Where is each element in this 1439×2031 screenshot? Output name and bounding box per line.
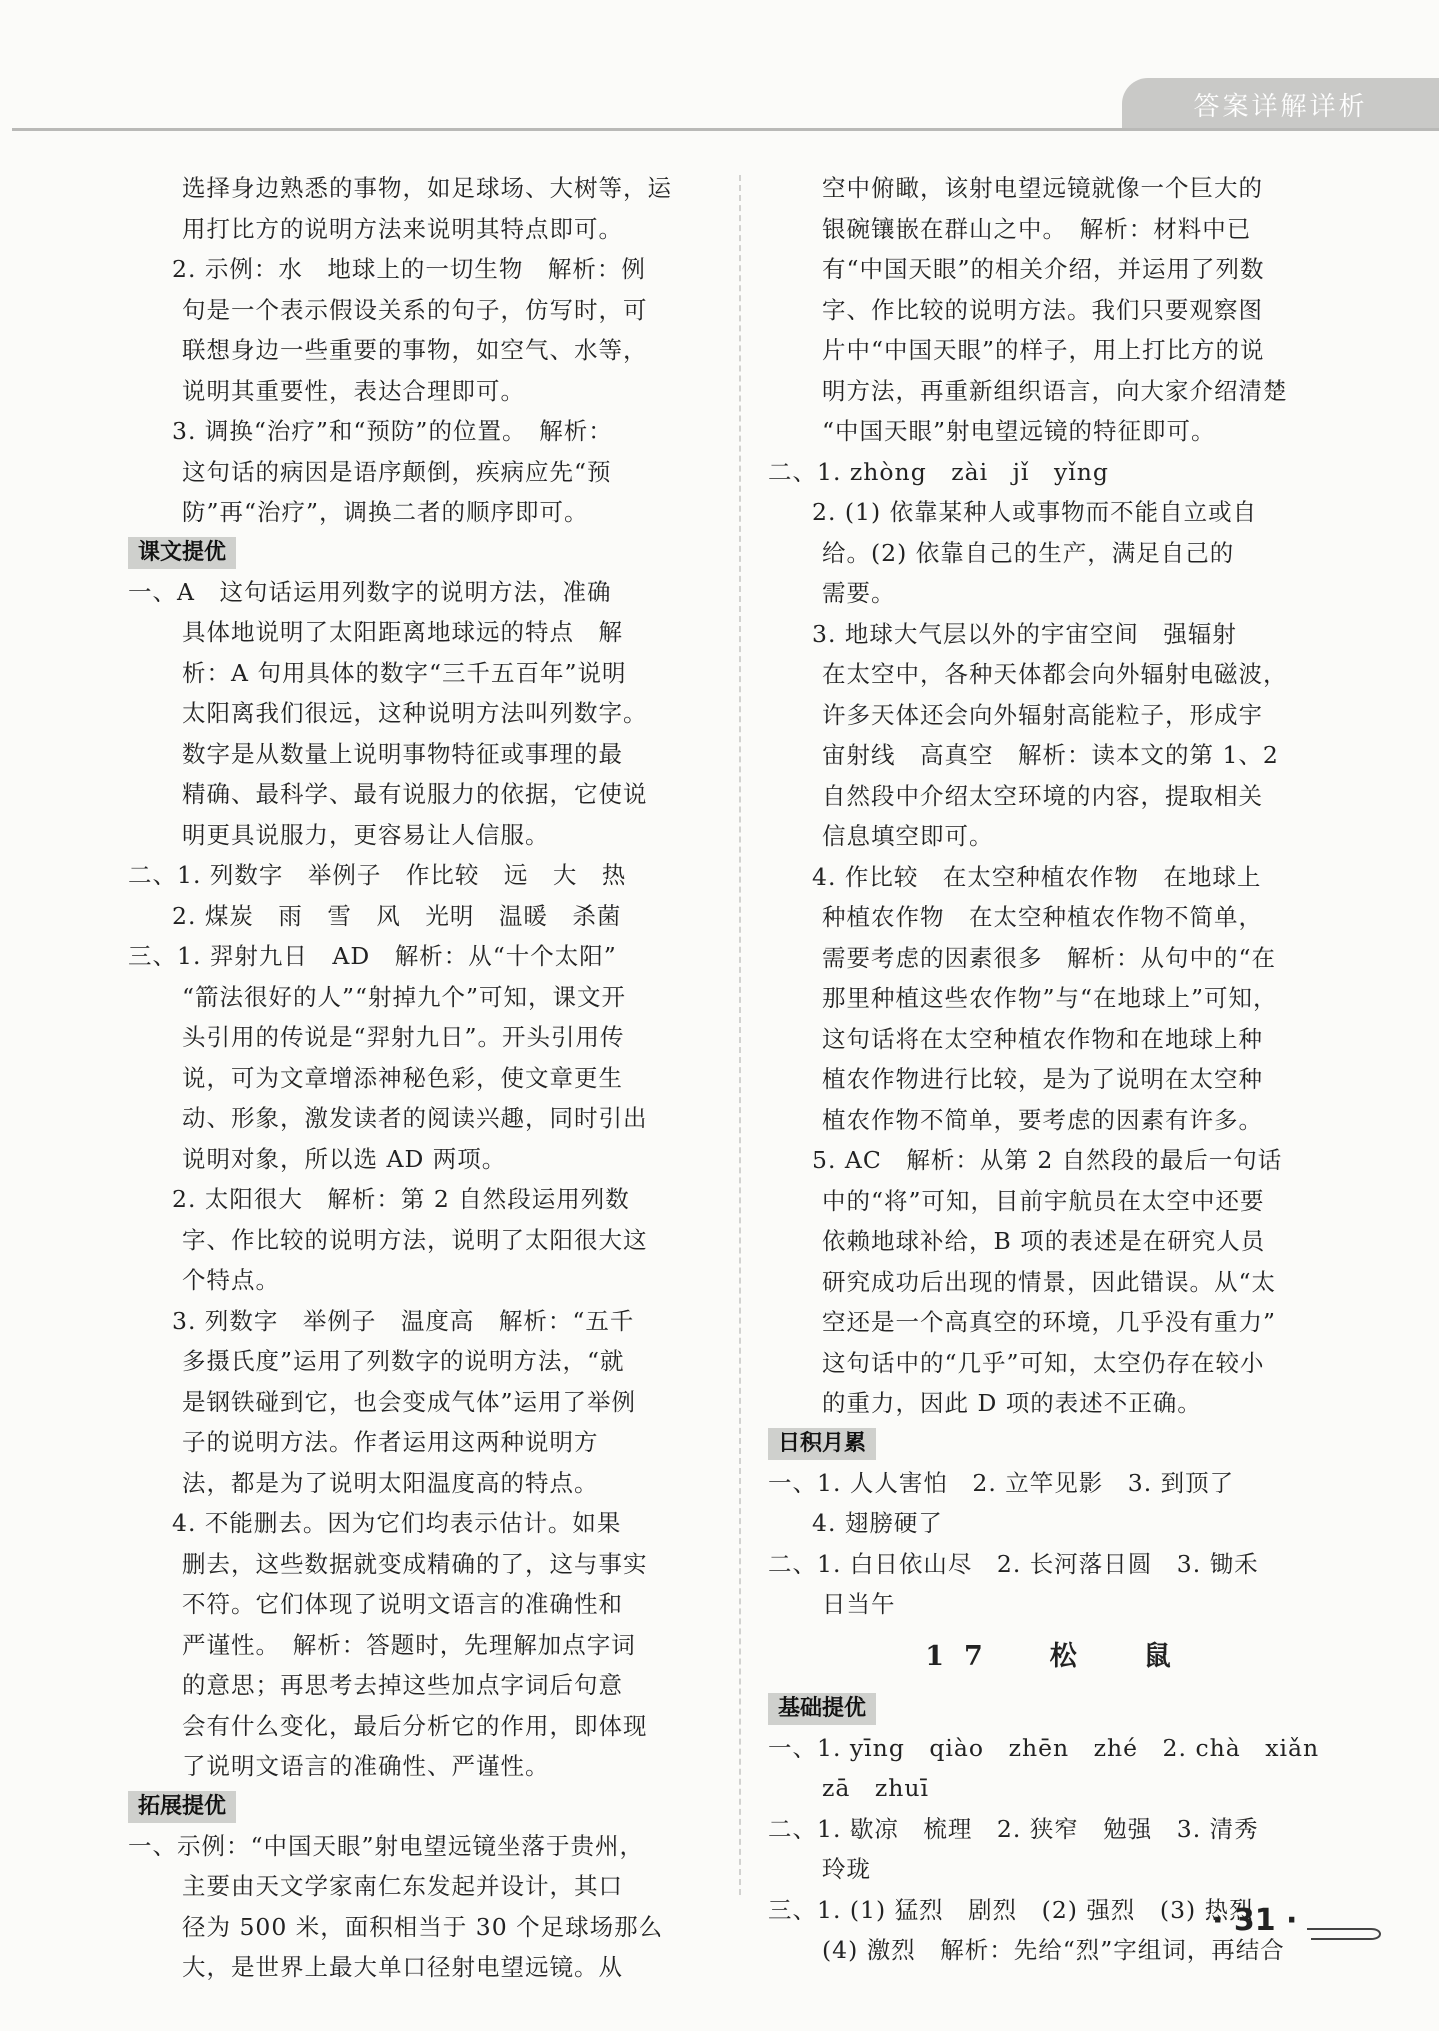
text-line: 二、1. zhòng zài jǐ yǐng (768, 457, 1109, 486)
text-line: 中的“将”可知，目前宇航员在太空中还要 (822, 1186, 1265, 1215)
text-line: (4) 激烈 解析：先给“烈”字组词，再结合 (822, 1936, 1285, 1964)
text-line: 玲珑 (822, 1855, 871, 1883)
text-line: 一、1. 人人害怕 2. 立竿见影 3. 到顶了 (768, 1468, 1235, 1497)
text-line: 径为 500 米，面积相当于 30 个足球场那么 (182, 1912, 664, 1941)
text-line: 多摄氏度”运用了列数字的说明方法，“就 (182, 1347, 625, 1375)
text-line: 是钢铁碰到它，也会变成气体”运用了举例 (182, 1387, 637, 1416)
text-line: 主要由天文学家南仁东发起并设计，其口 (182, 1872, 623, 1900)
header-rule (12, 128, 1439, 131)
text-line: 大，是世界上最大单口径射电望远镜。从 (182, 1953, 623, 1981)
text-line: 二、1. 白日依山尽 2. 长河落日圆 3. 锄禾 (768, 1549, 1259, 1578)
section-header: 基础提优 (768, 1693, 876, 1725)
text-line: 2. 示例：水 地球上的一切生物 解析：例 (172, 255, 646, 283)
text-line: 片中“中国天眼”的样子，用上打比方的说 (822, 336, 1265, 364)
text-line: 4. 不能删去。因为它们均表示估计。如果 (172, 1509, 622, 1537)
text-line: 许多天体还会向外辐射高能粒子，形成宇 (822, 700, 1263, 729)
page-number: · 31 · (1212, 1903, 1298, 1938)
text-line: 字、作比较的说明方法，说明了太阳很大这 (182, 1225, 648, 1254)
text-line: 具体地说明了太阳距离地球远的特点 解 (182, 618, 623, 646)
text-line: 需要考虑的因素很多 解析：从句中的“在 (822, 943, 1277, 972)
text-line: 一、A 这句话运用列数字的说明方法，准确 (128, 577, 612, 606)
text-line: 有“中国天眼”的相关介绍，并运用了列数 (822, 255, 1265, 283)
text-line: 在太空中，各种天体都会向外辐射电磁波， (822, 660, 1288, 688)
text-line: 植农作物不简单，要考虑的因素有许多。 (822, 1105, 1263, 1134)
text-line: 了说明文语言的准确性、严谨性。 (182, 1752, 550, 1780)
section-header-row (128, 533, 710, 572)
text-line: 一、1. yīng qiào zhēn zhé 2. chà xiǎn (768, 1733, 1320, 1762)
text-line: 3. 列数字 举例子 温度高 解析：“五千 (172, 1306, 635, 1335)
section-header: 课文提优 (128, 537, 236, 569)
section-header: 日积月累 (768, 1428, 876, 1460)
text-line: 法，都是为了说明太阳温度高的特点。 (182, 1468, 599, 1497)
text-line: 三、1. 羿射九日 AD 解析：从“十个太阳” (128, 942, 617, 970)
text-line: 动、形象，激发读者的阅读兴趣，同时引出 (182, 1104, 648, 1132)
text-line: 说明对象，所以选 AD 两项。 (182, 1144, 507, 1173)
text-line: 明方法，再重新组织语言，向大家介绍清楚 (822, 376, 1288, 405)
text-line: 宙射线 高真空 解析：读本文的第 1、2 (822, 741, 1279, 769)
text-line: 删去，这些数据就变成精确的了，这与事实 (182, 1549, 648, 1578)
text-line: 4. 翅膀硬了 (812, 1509, 943, 1537)
text-line: 联想身边一些重要的事物，如空气、水等， (182, 336, 648, 364)
text-line: 自然段中介绍太空环境的内容，提取相关 (822, 781, 1263, 810)
text-line: 头引用的传说是“羿射九日”。开头引用传 (182, 1023, 625, 1051)
section-header: 拓展提优 (128, 1791, 236, 1823)
text-line: 需要。 (822, 579, 896, 607)
text-line: 的重力，因此 D 项的表述不正确。 (822, 1389, 1202, 1417)
text-line: 空还是一个高真空的环境，几乎没有重力” (822, 1308, 1277, 1336)
text-line: 子的说明方法。作者运用这两种说明方 (182, 1428, 599, 1456)
text-line: 植农作物进行比较，是为了说明在太空种 (822, 1065, 1263, 1093)
text-line: 会有什么变化，最后分析它的作用，即体现 (182, 1711, 648, 1740)
text-line: 三、1. (1) 猛烈 剧烈 (2) 强烈 (3) 热烈 (768, 1895, 1254, 1924)
text-line: 严谨性。 解析：答题时，先理解加点字词 (182, 1630, 636, 1659)
text-line: 不符。它们体现了说明文语言的准确性和 (182, 1590, 623, 1618)
text-line: 明更具说服力，更容易让人信服。 (182, 820, 550, 849)
text-line: “中国天眼”射电望远镜的特征即可。 (822, 417, 1216, 445)
text-line: 数字是从数量上说明事物特征或事理的最 (182, 739, 623, 768)
text-line: 这句话的病因是语序颠倒，疾病应先“预 (182, 457, 612, 486)
text-line: 个特点。 (182, 1266, 280, 1294)
text-line: 太阳离我们很远，这种说明方法叫列数字。 (182, 699, 648, 727)
right-column (768, 168, 1348, 1971)
text-line: 空中俯瞰，该射电望远镜就像一个巨大的 (822, 174, 1263, 202)
lesson-heading: 17 松 鼠 (925, 1640, 1191, 1672)
left-column (128, 168, 710, 1988)
section-header-row (768, 1424, 1348, 1463)
text-line: 析：A 句用具体的数字“三千五百年”说明 (182, 658, 627, 687)
answer-tab-label: 答案详解详析 (1122, 78, 1439, 130)
text-line: 3. 地球大气层以外的宇宙空间 强辐射 (812, 619, 1237, 648)
text-line: 说，可为文章增添神秘色彩，使文章更生 (182, 1063, 623, 1092)
text-line: 日当午 (822, 1590, 896, 1618)
page-corner-ornament (1305, 1915, 1385, 1943)
text-line: 2. (1) 依靠某种人或事物而不能自立或自 (812, 498, 1258, 526)
text-line: 银碗镶嵌在群山之中。 解析：材料中已 (822, 214, 1252, 243)
text-line: 4. 作比较 在太空种植农作物 在地球上 (812, 862, 1262, 891)
text-line: zā zhuī (822, 1774, 930, 1802)
text-line: 2. 煤炭 雨 雪 风 光明 温暖 杀菌 (172, 901, 622, 930)
text-line: 二、1. 歇凉 梳理 2. 狭窄 勉强 3. 清秀 (768, 1814, 1259, 1843)
text-line: 用打比方的说明方法来说明其特点即可。 (182, 214, 623, 243)
text-line: 一、示例：“中国天眼”射电望远镜坐落于贵州， (128, 1831, 645, 1860)
section-header-row (128, 1787, 710, 1826)
text-line: 依赖地球补给，B 项的表述是在研究人员 (822, 1227, 1266, 1255)
text-line: 说明其重要性，表达合理即可。 (182, 376, 525, 405)
text-line: 二、1. 列数字 举例子 作比较 远 大 热 (128, 861, 627, 889)
text-line: 防”再“治疗”，调换二者的顺序即可。 (182, 498, 589, 526)
text-line: 研究成功后出现的情景，因此错误。从“太 (822, 1267, 1277, 1296)
text-line: 这句话将在太空种植农作物和在地球上种 (822, 1024, 1263, 1053)
column-divider (739, 175, 741, 1895)
section-header-row (768, 1689, 1348, 1728)
text-line: 那里种植这些农作物”与“在地球上”可知， (822, 984, 1278, 1012)
text-line: 选择身边熟悉的事物，如足球场、大树等，运 (182, 174, 672, 202)
text-line: 给。(2) 依靠自己的生产，满足自己的 (822, 538, 1235, 567)
text-line: 2. 太阳很大 解析：第 2 自然段运用列数 (172, 1185, 630, 1213)
text-line: 信息填空即可。 (822, 822, 994, 850)
text-line: 这句话中的“几乎”可知，太空仍存在较小 (822, 1348, 1265, 1377)
text-line: 字、作比较的说明方法。我们只要观察图 (822, 295, 1263, 324)
text-line: 5. AC 解析：从第 2 自然段的最后一句话 (812, 1146, 1283, 1174)
text-line: 精确、最科学、最有说服力的依据，它使说 (182, 780, 648, 808)
text-line: 3. 调换“治疗”和“预防”的位置。 解析： (172, 417, 613, 445)
text-line: “箭法很好的人”“射掉九个”可知，课文开 (182, 982, 627, 1011)
text-line: 句是一个表示假设关系的句子，仿写时，可 (182, 295, 648, 324)
text-line: 的意思；再思考去掉这些加点字词后句意 (182, 1671, 623, 1699)
text-line: 种植农作物 在太空种植农作物不简单， (822, 903, 1263, 931)
